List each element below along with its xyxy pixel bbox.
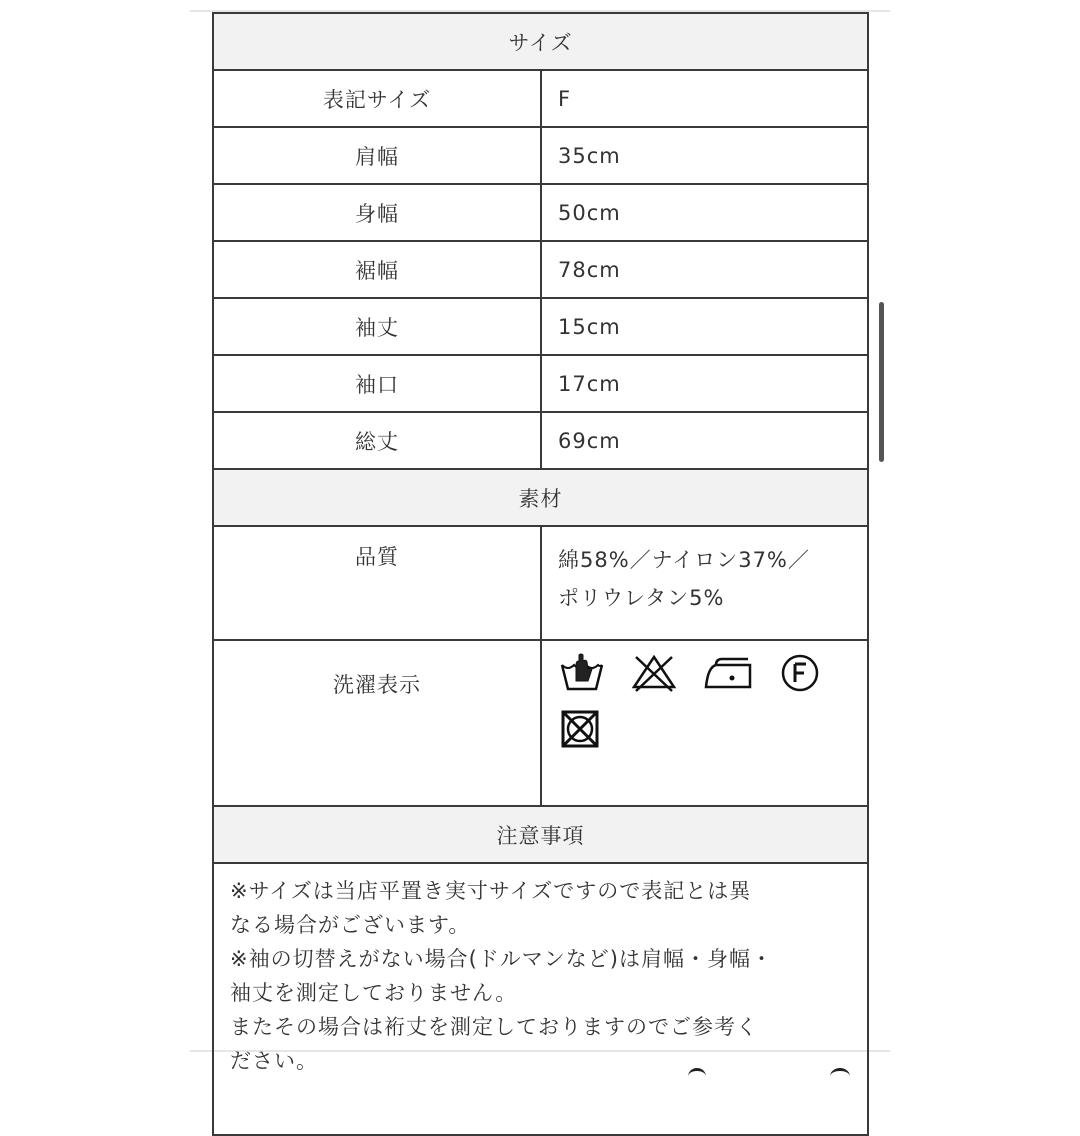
table-row (213, 184, 868, 241)
size-value: 15cm (541, 298, 868, 355)
size-label: 袖口 (213, 355, 541, 412)
size-label: 肩幅 (213, 127, 541, 184)
size-label: 袖丈 (213, 298, 541, 355)
hand-wash-icon (558, 651, 606, 695)
table-row (213, 412, 868, 469)
material-section-heading: 素材 (213, 469, 868, 526)
notes-line: ※サイズは当店平置き実寸サイズですので表記とは異 (230, 879, 752, 903)
partial-icon (830, 1068, 850, 1085)
size-section-heading: サイズ (213, 13, 868, 70)
size-label: 表記サイズ (213, 70, 541, 127)
notes-line: ※袖の切替えがない場合(ドルマンなど)は肩幅・身幅・ (230, 947, 773, 971)
partial-icon (688, 1068, 706, 1085)
table-row (213, 70, 868, 127)
table-row (213, 127, 868, 184)
notes-line: ださい。 (230, 1049, 318, 1073)
notes-line: 袖丈を測定しておりません。 (230, 981, 518, 1005)
notes-line: またその場合は裄丈を測定しておりますのでご参考く (230, 1015, 758, 1039)
size-value: 35cm (541, 127, 868, 184)
notes-text (213, 863, 868, 1135)
low-iron-icon (702, 651, 754, 695)
size-label: 裾幅 (213, 241, 541, 298)
table-row (213, 640, 868, 806)
quality-value (541, 526, 868, 640)
quality-label: 品質 (213, 526, 541, 640)
notes-line: なる場合がございます。 (230, 913, 471, 937)
table-row (213, 355, 868, 412)
table-row (213, 526, 868, 640)
product-spec-panel[interactable] (190, 10, 890, 1073)
size-label: 身幅 (213, 184, 541, 241)
care-label: 洗濯表示 (213, 640, 541, 806)
notes-section-heading: 注意事項 (213, 806, 868, 863)
size-value: 69cm (541, 412, 868, 469)
size-value: 17cm (541, 355, 868, 412)
no-tumble-dry-icon (558, 707, 602, 751)
quality-value-line: 綿58%／ナイロン37%／ (558, 548, 810, 572)
no-bleach-icon (630, 651, 678, 695)
quality-value-line: ポリウレタン5% (558, 586, 725, 610)
size-label: 総丈 (213, 412, 541, 469)
spec-table (212, 12, 869, 1136)
dry-clean-f-icon (778, 651, 822, 695)
size-value: F (541, 70, 868, 127)
table-row (213, 298, 868, 355)
size-value: 78cm (541, 241, 868, 298)
scrollbar-thumb[interactable] (879, 302, 884, 462)
size-value: 50cm (541, 184, 868, 241)
table-row (213, 241, 868, 298)
care-symbols (541, 640, 868, 806)
notes-row (213, 863, 868, 1135)
